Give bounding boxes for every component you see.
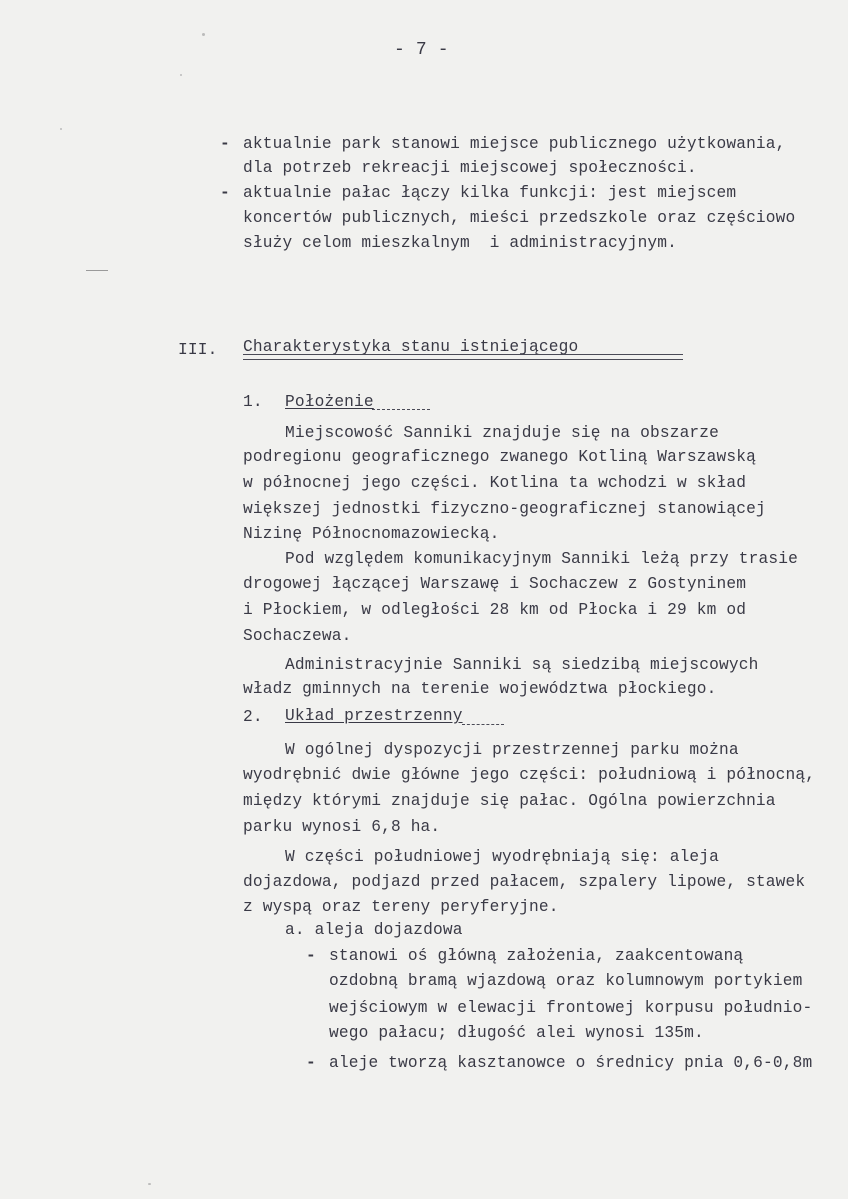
section-title-double-underline (243, 354, 683, 360)
scan-speck (148, 1183, 151, 1185)
section-title: Charakterystyka stanu istniejącego (243, 338, 579, 356)
paragraph-line: z wyspą oraz tereny peryferyjne. (243, 898, 559, 916)
list-dash: - (220, 184, 230, 202)
page-number: - 7 - (394, 40, 449, 60)
paragraph-line: dojazdowa, podjazd przed pałacem, szpalery lipowe, stawek (243, 873, 806, 891)
scan-speck (180, 74, 182, 76)
list-item-line: stanowi oś główną założenia, zaakcentowaną (329, 947, 744, 965)
paragraph-line: podregionu geograficznego zwanego Kotliną Warszawską (243, 448, 756, 466)
scan-speck (60, 128, 62, 130)
paragraph-line: władz gminnych na terenie województwa płockiego. (243, 680, 717, 698)
list-dash: - (306, 947, 316, 965)
section-numeral: III. (178, 341, 218, 359)
list-item-line: koncertów publicznych, mieści przedszkole oraz częściowo (243, 209, 796, 227)
paragraph-line: i Płockiem, w odległości 28 km od Płocka i 29 km od (243, 601, 747, 619)
list-item-line: ozdobną bramą wjazdową oraz kolumnowym portykiem (329, 972, 803, 990)
list-item-line: dla potrzeb rekreacji miejscowej społeczności. (243, 159, 697, 177)
paragraph-line: drogowej łączącej Warszawę i Sochaczew z Gostyninem (243, 575, 747, 593)
subsection-title: Położenie (285, 393, 374, 411)
paragraph-line: Sochaczewa. (243, 627, 352, 645)
paragraph-line: wyodrębnić dwie główne jego części: południową i północną, (243, 766, 816, 784)
paragraph-line: parku wynosi 6,8 ha. (243, 818, 441, 836)
list-item-line: aktualnie pałac łączy kilka funkcji: jest miejscem (243, 184, 737, 202)
subsection-title: Układ przestrzenny (285, 707, 463, 725)
paragraph-line: Pod względem komunikacyjnym Sanniki leżą przy trasie (285, 550, 798, 568)
paragraph-line: większej jednostki fizyczno-geograficznej stanowiącej (243, 500, 766, 518)
list-item-line: wejściowym w elewacji frontowej korpusu południo- (329, 999, 813, 1017)
paragraph-line: między którymi znajduje się pałac. Ogólna powierzchnia (243, 792, 776, 810)
subsection-number: 2. (243, 708, 263, 726)
subsection-title-dashed-underline (462, 724, 504, 725)
paragraph-line: W części południowej wyodrębniają się: aleja (285, 848, 720, 866)
list-item-line: służy celom mieszkalnym i administracyjnym. (243, 234, 678, 252)
paragraph-line: Administracyjnie Sanniki są siedzibą miejscowych (285, 656, 759, 674)
subsection-title-dashed-underline (372, 409, 430, 410)
paragraph-line: W ogólnej dyspozycji przestrzennej parku można (285, 741, 739, 759)
subsection-number: 1. (243, 393, 263, 411)
list-item-line: wego pałacu; długość alei wynosi 135m. (329, 1024, 704, 1042)
paragraph-line: w północnej jego części. Kotlina ta wchodzi w skład (243, 474, 747, 492)
list-dash: - (220, 135, 230, 153)
paragraph-line: Nizinę Północnomazowiecką. (243, 525, 500, 543)
margin-mark (86, 270, 108, 271)
list-item-line: aleje tworzą kasztanowce o średnicy pnia 0,6-0,8m (329, 1054, 813, 1072)
list-item-a-label: a. aleja dojazdowa (285, 921, 463, 939)
list-item-line: aktualnie park stanowi miejsce publicznego użytkowania, (243, 135, 786, 153)
list-dash: - (306, 1054, 316, 1072)
scan-speck (202, 33, 205, 36)
paragraph-line: Miejscowość Sanniki znajduje się na obszarze (285, 424, 720, 442)
